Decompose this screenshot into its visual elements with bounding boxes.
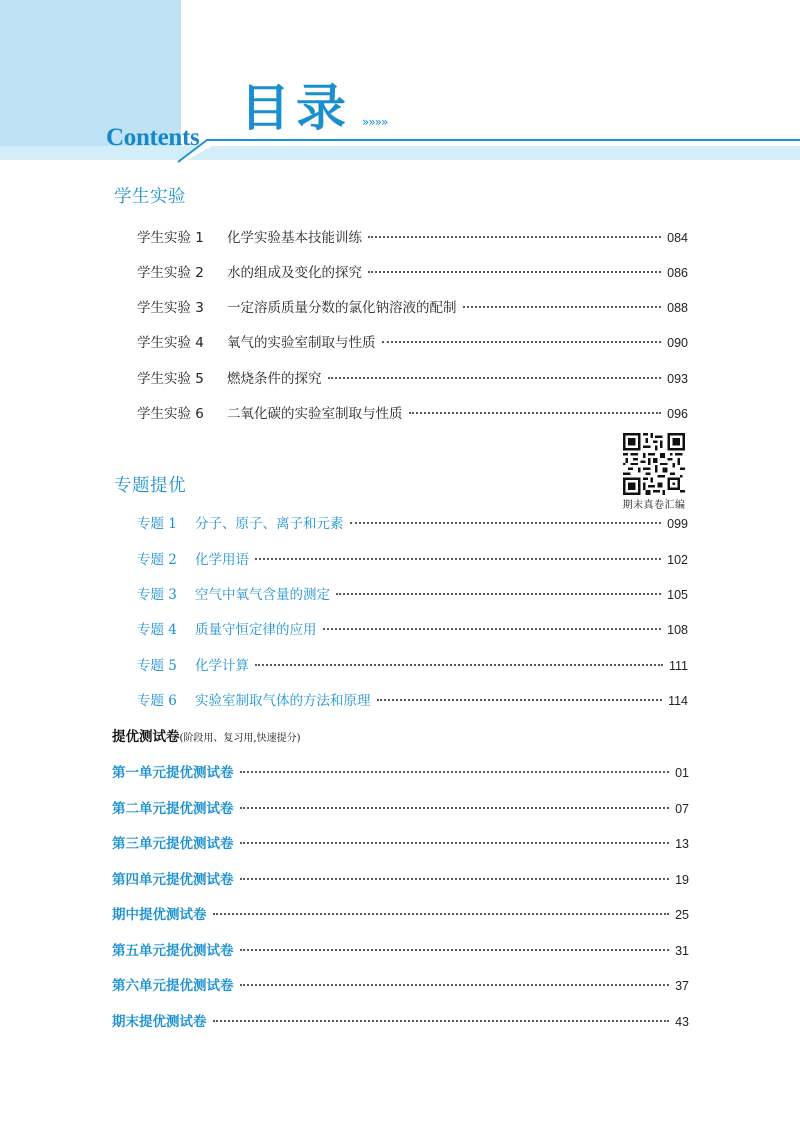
toc-title: 燃烧条件的探究 xyxy=(227,371,322,387)
toc-page: 090 xyxy=(667,336,688,350)
toc-page: 096 xyxy=(667,407,688,421)
toc-row-topic-6[interactable] xyxy=(137,689,688,709)
leader-dots xyxy=(368,271,661,273)
toc-page: 088 xyxy=(667,301,688,315)
toc-title: 第四单元提优测试卷 xyxy=(112,872,234,888)
section-title-tests xyxy=(112,725,300,745)
toc-row-topic-3[interactable] xyxy=(137,583,688,603)
toc-page: 31 xyxy=(675,944,689,958)
toc-label: 专题 1 xyxy=(137,516,177,532)
leader-dots xyxy=(377,699,663,701)
toc-page: 086 xyxy=(667,266,688,280)
toc-page: 43 xyxy=(675,1015,689,1029)
qr-code-icon[interactable] xyxy=(623,433,685,495)
toc-title: 水的组成及变化的探究 xyxy=(227,265,362,281)
leader-dots xyxy=(255,664,663,666)
toc-row-experiment-5[interactable] xyxy=(137,367,688,387)
leader-dots xyxy=(213,1020,670,1022)
toc-row-experiment-1[interactable] xyxy=(137,226,688,246)
toc-page: 01 xyxy=(675,766,689,780)
toc-page: 093 xyxy=(667,372,688,386)
leader-dots xyxy=(240,949,670,951)
toc-page: 084 xyxy=(667,231,688,245)
contents-label: Contents xyxy=(106,124,200,151)
leader-dots xyxy=(240,807,670,809)
leader-dots xyxy=(323,628,662,630)
toc-page: 25 xyxy=(675,908,689,922)
toc-page: 102 xyxy=(667,553,688,567)
toc-label: 专题 6 xyxy=(137,693,177,709)
toc-title: 第一单元提优测试卷 xyxy=(112,765,234,781)
tests-title: 提优测试卷 xyxy=(112,729,180,745)
toc-row-test-5[interactable] xyxy=(112,903,689,923)
leader-dots xyxy=(409,412,662,414)
section-title-topics: 专题提优 xyxy=(114,476,186,496)
toc-row-topic-5[interactable] xyxy=(137,654,688,674)
toc-label: 专题 5 xyxy=(137,658,177,674)
toc-label: 学生实验 2 xyxy=(137,265,204,281)
toc-row-topic-2[interactable] xyxy=(137,548,688,568)
toc-row-test-2[interactable] xyxy=(112,797,689,817)
leader-dots xyxy=(336,593,661,595)
toc-title: 期中提优测试卷 xyxy=(112,907,207,923)
toc-row-experiment-4[interactable] xyxy=(137,331,688,351)
toc-page: 105 xyxy=(667,588,688,602)
toc-title: 氧气的实验室制取与性质 xyxy=(227,335,376,351)
leader-dots xyxy=(350,522,662,524)
toc-page: 111 xyxy=(668,659,688,673)
toc-label: 学生实验 3 xyxy=(137,300,204,316)
toc-page: 19 xyxy=(675,873,689,887)
toc-title: 第六单元提优测试卷 xyxy=(112,978,234,994)
toc-page: 07 xyxy=(675,802,689,816)
toc-row-test-3[interactable] xyxy=(112,832,689,852)
toc-title: 化学用语 xyxy=(195,552,249,568)
leader-dots xyxy=(255,558,661,560)
qr-caption: 期末真卷汇编 xyxy=(622,500,686,511)
leader-dots xyxy=(463,306,662,308)
toc-row-test-8[interactable] xyxy=(112,1010,689,1030)
toc-page: 13 xyxy=(675,837,689,851)
chevrons-decoration: »»»» xyxy=(362,115,388,129)
leader-dots xyxy=(368,236,661,238)
toc-title: 分子、原子、离子和元素 xyxy=(195,516,344,532)
toc-row-experiment-3[interactable] xyxy=(137,296,688,316)
toc-title: 一定溶质质量分数的氯化钠溶液的配制 xyxy=(227,300,457,316)
toc-title: 第二单元提优测试卷 xyxy=(112,801,234,817)
toc-label: 学生实验 5 xyxy=(137,371,204,387)
toc-row-test-7[interactable] xyxy=(112,974,689,994)
toc-title: 空气中氧气含量的测定 xyxy=(195,587,330,603)
toc-label: 专题 2 xyxy=(137,552,177,568)
leader-dots xyxy=(213,913,670,915)
toc-row-test-1[interactable] xyxy=(112,761,689,781)
toc-title: 期末提优测试卷 xyxy=(112,1014,207,1030)
toc-label: 专题 4 xyxy=(137,622,177,638)
toc-title: 化学计算 xyxy=(195,658,249,674)
toc-title: 质量守恒定律的应用 xyxy=(195,622,317,638)
toc-page: 114 xyxy=(668,694,688,708)
toc-label: 学生实验 6 xyxy=(137,406,204,422)
toc-row-experiment-6[interactable] xyxy=(137,402,688,422)
toc-title: 第五单元提优测试卷 xyxy=(112,943,234,959)
toc-page: 108 xyxy=(667,623,688,637)
toc-title: 化学实验基本技能训练 xyxy=(227,230,362,246)
leader-dots xyxy=(240,842,670,844)
toc-title: 二氧化碳的实验室制取与性质 xyxy=(227,406,403,422)
leader-dots xyxy=(382,341,662,343)
section-title-experiments: 学生实验 xyxy=(114,187,186,207)
toc-row-test-4[interactable] xyxy=(112,868,689,888)
tests-note: (阶段用、复习用,快速提分) xyxy=(179,733,301,744)
toc-label: 学生实验 1 xyxy=(137,230,204,246)
toc-row-topic-1[interactable] xyxy=(137,512,688,532)
toc-row-test-6[interactable] xyxy=(112,939,689,959)
toc-label: 学生实验 4 xyxy=(137,335,204,351)
toc-title: 第三单元提优测试卷 xyxy=(112,836,234,852)
page-title: 目录 xyxy=(240,79,352,137)
leader-dots xyxy=(240,771,670,773)
toc-row-topic-4[interactable] xyxy=(137,618,688,638)
toc-row-experiment-2[interactable] xyxy=(137,261,688,281)
leader-dots xyxy=(240,878,670,880)
toc-label: 专题 3 xyxy=(137,587,177,603)
qr-block[interactable] xyxy=(616,433,692,511)
header-rule xyxy=(206,139,800,141)
toc-page: 37 xyxy=(675,979,689,993)
leader-dots xyxy=(328,377,662,379)
toc-title: 实验室制取气体的方法和原理 xyxy=(195,693,371,709)
leader-dots xyxy=(240,984,670,986)
toc-page: 099 xyxy=(667,517,688,531)
